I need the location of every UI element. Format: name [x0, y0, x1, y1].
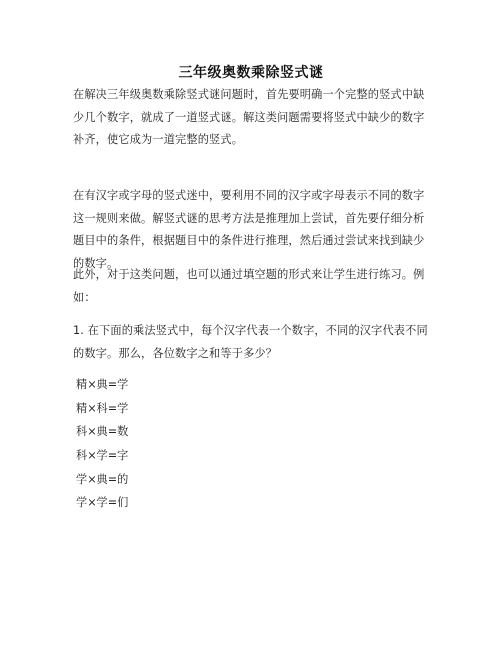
- equation-line: 学×典=的: [76, 472, 129, 486]
- equation-line: 精×典=学: [76, 378, 129, 391]
- equation-list: [76, 373, 276, 515]
- paragraph-intro: 在解决三年级奥数乘除竖式谜问题时，首先要明确一个完整的竖式中缺少几个数字，就成了一道竖式谜。解这类问题需要将竖式中缺少的数字补齐，使它成为一道完整的竖式。: [73, 88, 425, 146]
- problem-1-text: 1. 在下面的乘法竖式中，每个汉字代表一个数字，不同的汉字代表不同的数字。那么，各位数字之和等于多少？: [73, 324, 428, 360]
- page-title: 三年级奥数乘除竖式谜: [178, 65, 324, 81]
- equation-line: 科×典=数: [76, 425, 129, 439]
- paragraph-method: 在有汉字或字母的竖式迷中，要利用不同的汉字或字母表示不同的数字这一规则来做。解竖式谜的思考方法是推理加上尝试，首先要仔细分析题目中的条件，根据题目中的条件进行推理，然后通过尝试来找到缺少的数字。: [73, 189, 425, 270]
- equation-line: 学×学=们: [76, 496, 129, 510]
- paragraph-practice: 此外，对于这类问题，也可以通过填空题的形式来让学生进行练习。例如：: [73, 268, 425, 304]
- equation-line: 精×科=学: [76, 401, 129, 415]
- equation-line: 科×学=字: [76, 449, 129, 463]
